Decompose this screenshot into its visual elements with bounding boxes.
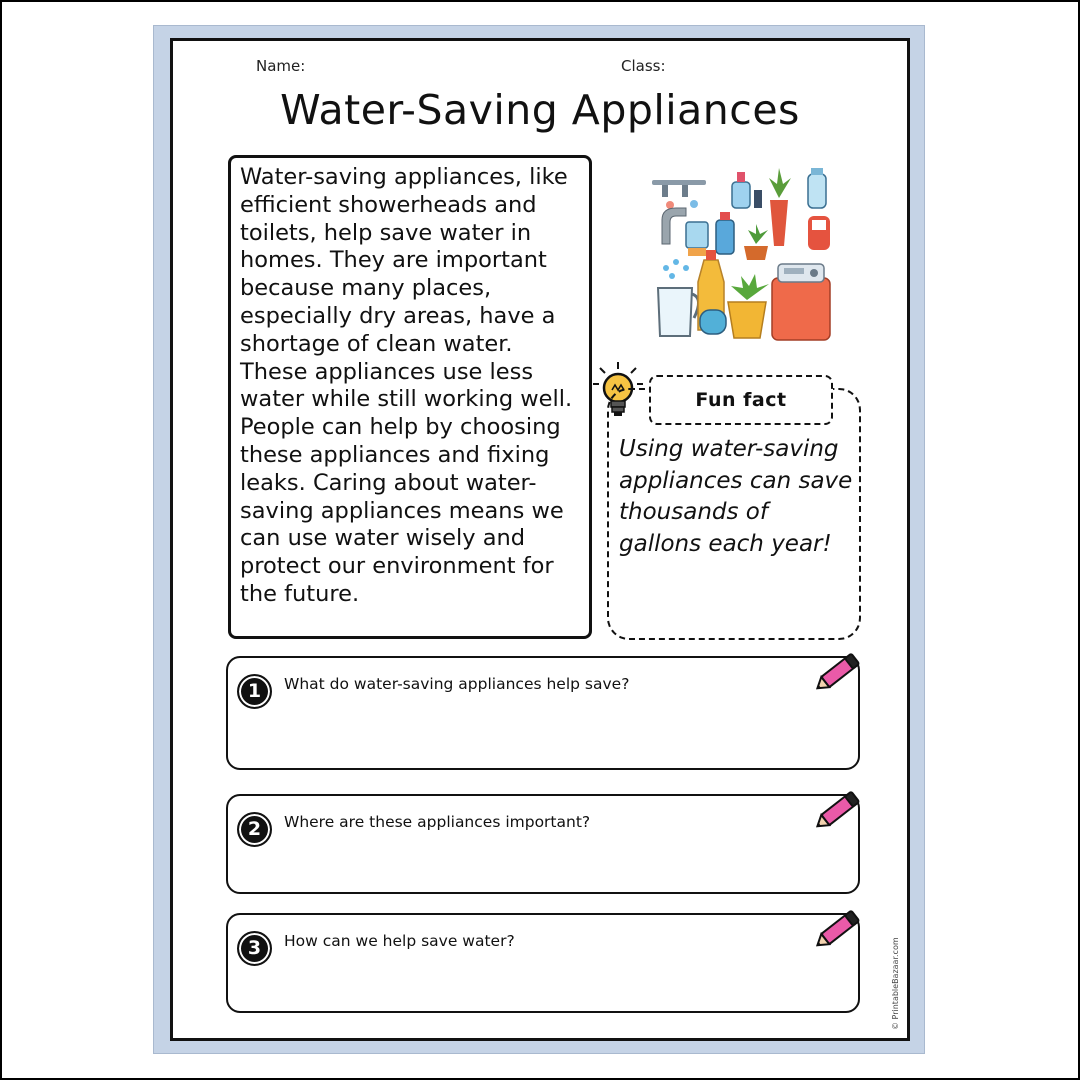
water-appliances-illustration bbox=[648, 160, 838, 345]
footer-credit: © PrintableBazaar.com bbox=[891, 937, 900, 1030]
question-number-2: 2 bbox=[237, 812, 272, 847]
class-label: Class: bbox=[621, 57, 666, 75]
question-text-2: Where are these appliances important? bbox=[284, 813, 591, 831]
question-box-2[interactable] bbox=[226, 794, 860, 894]
question-number-3: 3 bbox=[237, 931, 272, 966]
fun-fact-heading: Fun fact bbox=[649, 375, 833, 425]
reading-passage bbox=[228, 155, 592, 639]
page-title: Water-Saving Appliances bbox=[280, 86, 800, 134]
passage-text: Water-saving appliances, like efficient showerheads and toilets, help save water in homes. They are important because many places, especially dry areas, have a shortage of clean water. These appliances use less water while still working well. People can help by choosing these appliances and fixing leaks. Caring about water-saving appliances means we can use water wisely and protect our environment for the future. bbox=[240, 164, 573, 607]
question-text-3: How can we help save water? bbox=[284, 932, 515, 950]
pencil-icon bbox=[812, 648, 866, 696]
pencil-icon bbox=[812, 905, 866, 953]
question-text-1: What do water-saving appliances help save? bbox=[284, 675, 630, 693]
name-label: Name: bbox=[256, 57, 306, 75]
pencil-icon bbox=[812, 786, 866, 834]
question-number-1: 1 bbox=[237, 674, 272, 709]
fun-fact-text: Using water-saving appliances can save thousands of gallons each year! bbox=[619, 436, 853, 557]
question-box-3[interactable] bbox=[226, 913, 860, 1013]
question-box-1[interactable] bbox=[226, 656, 860, 770]
